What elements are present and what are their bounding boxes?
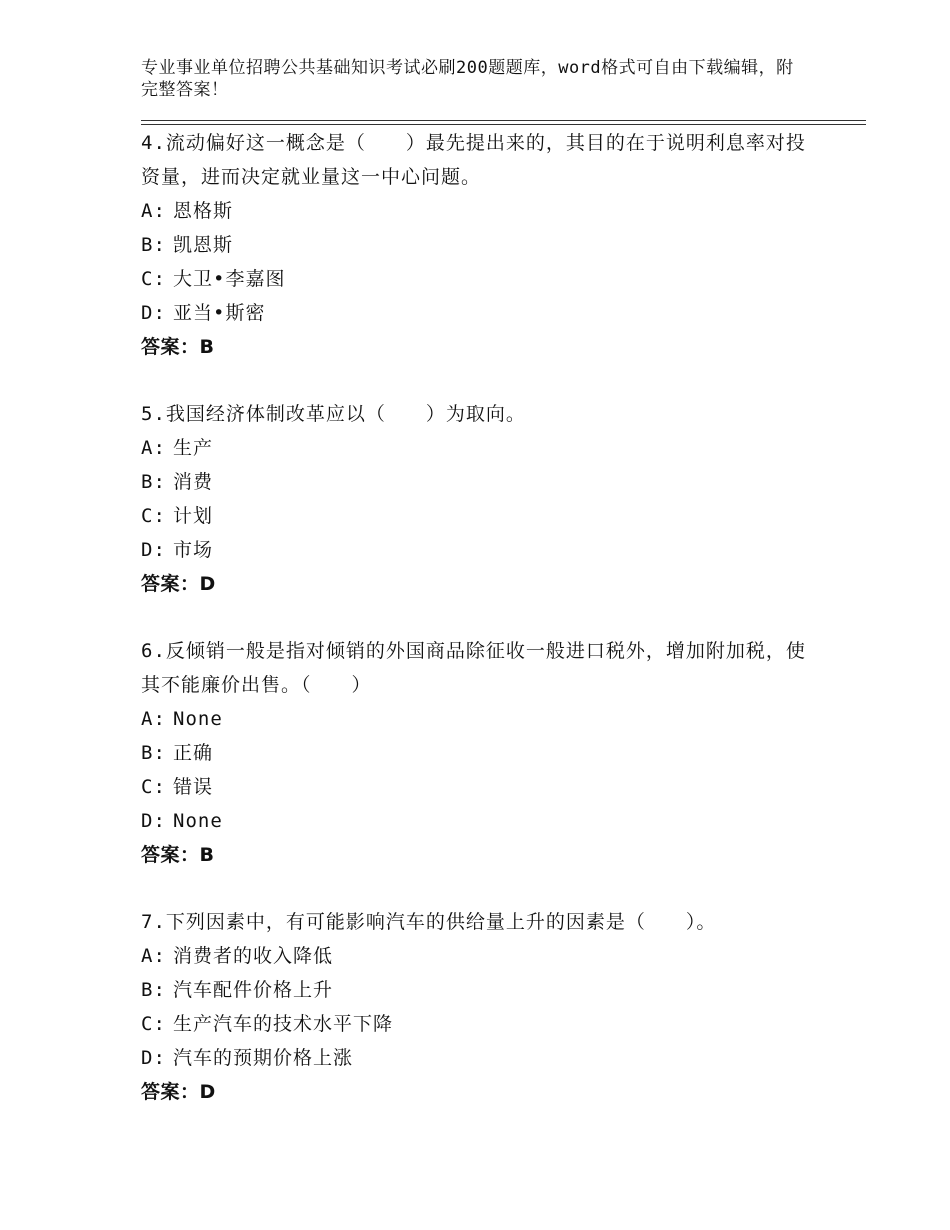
option-letter: B: <box>141 471 166 493</box>
option-text: 生产汽车的技术水平下降 <box>173 1013 394 1035</box>
option-letter: C: <box>141 268 166 290</box>
option-c <box>141 262 821 296</box>
option-letter: B: <box>141 234 166 256</box>
option-d <box>141 296 821 330</box>
option-d <box>141 804 821 838</box>
option-text: 正确 <box>173 742 214 764</box>
option-d <box>141 1041 821 1075</box>
question-item <box>141 397 821 601</box>
answer-label: 答案：B <box>141 844 215 866</box>
option-letter: B: <box>141 742 166 764</box>
option-letter: A: <box>141 945 166 967</box>
question-list <box>141 126 821 1142</box>
option-b <box>141 736 821 770</box>
option-text: 大卫•李嘉图 <box>173 268 286 290</box>
question-item <box>141 634 821 872</box>
option-letter: A: <box>141 200 166 222</box>
option-text: None <box>173 708 223 730</box>
option-letter: C: <box>141 1013 166 1035</box>
option-c <box>141 499 821 533</box>
answer-label: 答案：D <box>141 1081 216 1103</box>
option-letter: C: <box>141 505 166 527</box>
answer-label: 答案：D <box>141 573 216 595</box>
question-text: 7.下列因素中，有可能影响汽车的供给量上升的因素是（ ）。 <box>141 911 717 933</box>
option-text: None <box>173 810 223 832</box>
option-a <box>141 939 821 973</box>
question-text: 6.反倾销一般是指对倾销的外国商品除征收一般进口税外，增加附加税，使其不能廉价出售。（ ） <box>141 640 806 696</box>
option-text: 消费 <box>173 471 214 493</box>
option-letter: D: <box>141 302 166 324</box>
option-b <box>141 465 821 499</box>
option-text: 汽车的预期价格上涨 <box>173 1047 354 1069</box>
question-text: 4.流动偏好这一概念是（ ）最先提出来的，其目的在于说明利息率对投资量，进而决定就业量这一中心问题。 <box>141 132 806 188</box>
option-letter: C: <box>141 776 166 798</box>
option-letter: B: <box>141 979 166 1001</box>
document-header: 专业事业单位招聘公共基础知识考试必刷200题题库，word格式可自由下载编辑，附完整答案！ <box>141 58 794 100</box>
option-letter: D: <box>141 1047 166 1069</box>
option-c <box>141 1007 821 1041</box>
question-item <box>141 126 821 364</box>
option-b <box>141 973 821 1007</box>
option-text: 计划 <box>173 505 214 527</box>
header-divider <box>141 120 866 125</box>
option-text: 凯恩斯 <box>173 234 234 256</box>
option-text: 市场 <box>173 539 214 561</box>
answer-label: 答案：B <box>141 336 215 358</box>
option-a <box>141 702 821 736</box>
option-a <box>141 431 821 465</box>
option-a <box>141 194 821 228</box>
option-text: 恩格斯 <box>173 200 234 222</box>
option-text: 亚当•斯密 <box>173 302 266 324</box>
option-text: 汽车配件价格上升 <box>173 979 334 1001</box>
option-letter: D: <box>141 810 166 832</box>
option-letter: A: <box>141 437 166 459</box>
option-d <box>141 533 821 567</box>
option-b <box>141 228 821 262</box>
question-text: 5.我国经济体制改革应以（ ）为取向。 <box>141 403 526 425</box>
option-c <box>141 770 821 804</box>
option-letter: A: <box>141 708 166 730</box>
option-letter: D: <box>141 539 166 561</box>
option-text: 错误 <box>173 776 214 798</box>
option-text: 消费者的收入降低 <box>173 945 334 967</box>
option-text: 生产 <box>173 437 214 459</box>
question-item <box>141 905 821 1109</box>
